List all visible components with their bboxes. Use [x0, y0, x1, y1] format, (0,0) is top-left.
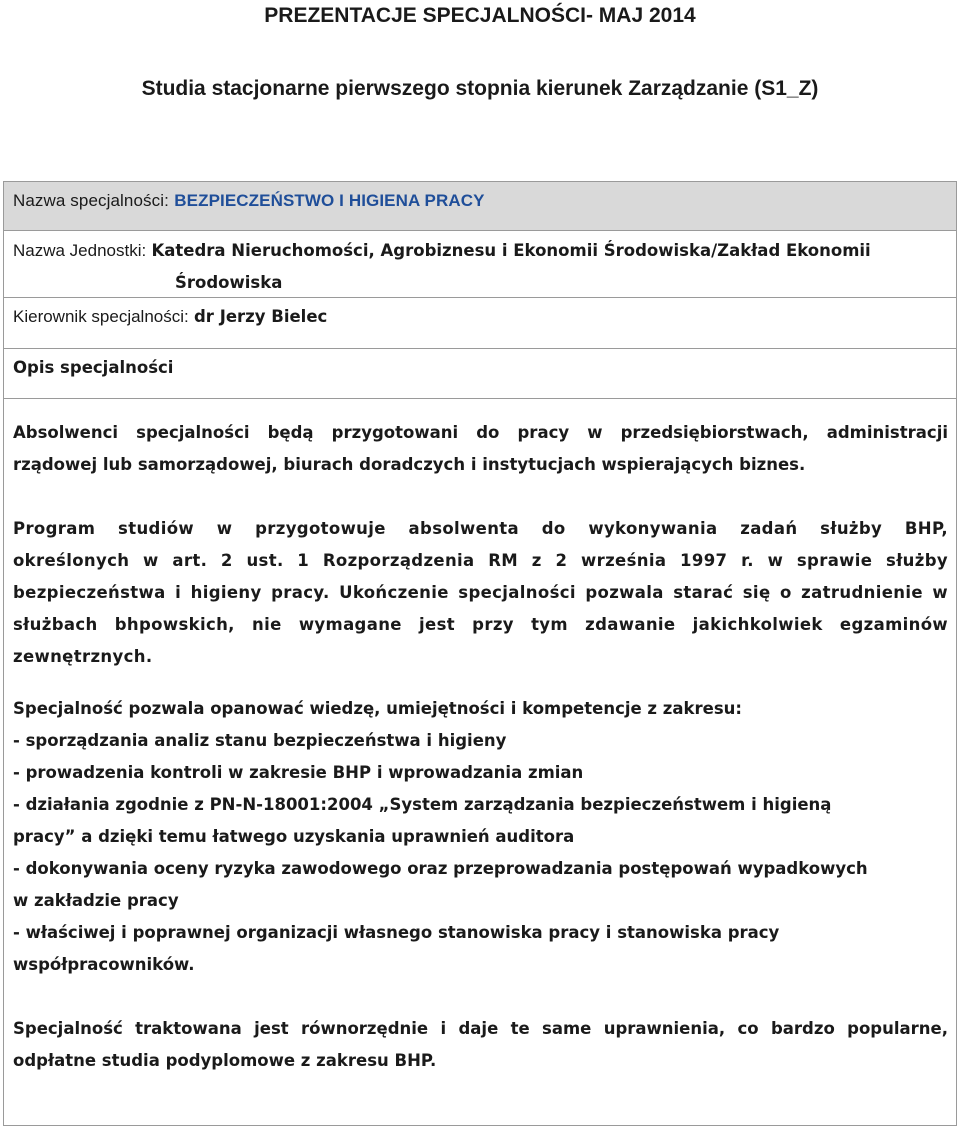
unit-value-line1: Katedra Nieruchomości, Agrobiznesu i Ekonomii Środowiska/Zakład Ekonomii [151, 241, 871, 260]
list-item: - działania zgodnie z PN-N-18001:2004 „System zarządzania bezpieczeństwem i higieną [13, 795, 832, 814]
description-paragraph-1 [13, 417, 948, 481]
specialty-table [3, 181, 957, 1126]
list-item: - sporządzania analiz stanu bezpieczeństwa i higieny [13, 731, 507, 750]
description-label-row [4, 349, 956, 399]
description-label: Opis specjalności [13, 358, 174, 377]
specialty-name-value: BEZPIECZEŃSTWO I HIGIENA PRACY [174, 191, 485, 210]
description-paragraph-4 [13, 1013, 948, 1077]
specialty-name-label: Nazwa specjalności: [13, 191, 169, 210]
list-item: - właściwej i poprawnej organizacji własnego stanowiska pracy i stanowiska pracy [13, 923, 780, 942]
text-line: Program studiów w przygotowuje absolwenta do wykonywania zadań służby BHP, [13, 519, 948, 538]
head-row [4, 298, 956, 349]
text-line: Specjalność traktowana jest równorzędnie i daje te same uprawnienia, co bardzo popularne, [13, 1019, 948, 1038]
unit-row [4, 231, 956, 298]
unit-label: Nazwa Jednostki: [13, 241, 147, 260]
list-item: - prowadzenia kontroli w zakresie BHP i wprowadzania zmian [13, 763, 584, 782]
list-item: - dokonywania oceny ryzyka zawodowego oraz przeprowadzania postępowań wypadkowych [13, 859, 868, 878]
description-paragraph-3 [13, 693, 948, 981]
text-line: odpłatne studia podyplomowe z zakresu BHP. [13, 1051, 437, 1070]
list-item: współpracowników. [13, 955, 195, 974]
list-item: pracy” a dzięki temu łatwego uzyskania uprawnień auditora [13, 827, 575, 846]
list-item: w zakładzie pracy [13, 891, 179, 910]
description-body [4, 399, 956, 1125]
text-line: bezpieczeństwa i higieny pracy. Ukończenie specjalności pozwala starać się o zatrudnienie w [13, 583, 948, 602]
head-value: dr Jerzy Bielec [194, 307, 328, 326]
text-line: określonych w art. 2 ust. 1 Rozporządzenia RM z 2 września 1997 r. w sprawie służby [13, 551, 948, 570]
document-subtitle: Studia stacjonarne pierwszego stopnia kierunek Zarządzanie (S1_Z) [141, 77, 819, 100]
specialty-name-row [4, 182, 956, 231]
head-label: Kierownik specjalności: [13, 307, 189, 326]
description-paragraph-2 [13, 513, 948, 673]
document-title: PREZENTACJE SPECJALNOŚCI- MAJ 2014 [264, 4, 696, 27]
text-line: Absolwenci specjalności będą przygotowani do pracy w przedsiębiorstwach, administracji [13, 423, 948, 442]
text-line: rządowej lub samorządowej, biurach doradczych i instytucjach wspierających biznes. [13, 455, 806, 474]
text-line: zewnętrznych. [13, 647, 153, 666]
text-line: Specjalność pozwala opanować wiedzę, umiejętności i kompetencje z zakresu: [13, 699, 742, 718]
text-line: służbach bhpowskich, nie wymagane jest przy tym zdawanie jakichkolwiek egzaminów [13, 615, 948, 634]
unit-value-line2: Środowiska [175, 273, 283, 292]
